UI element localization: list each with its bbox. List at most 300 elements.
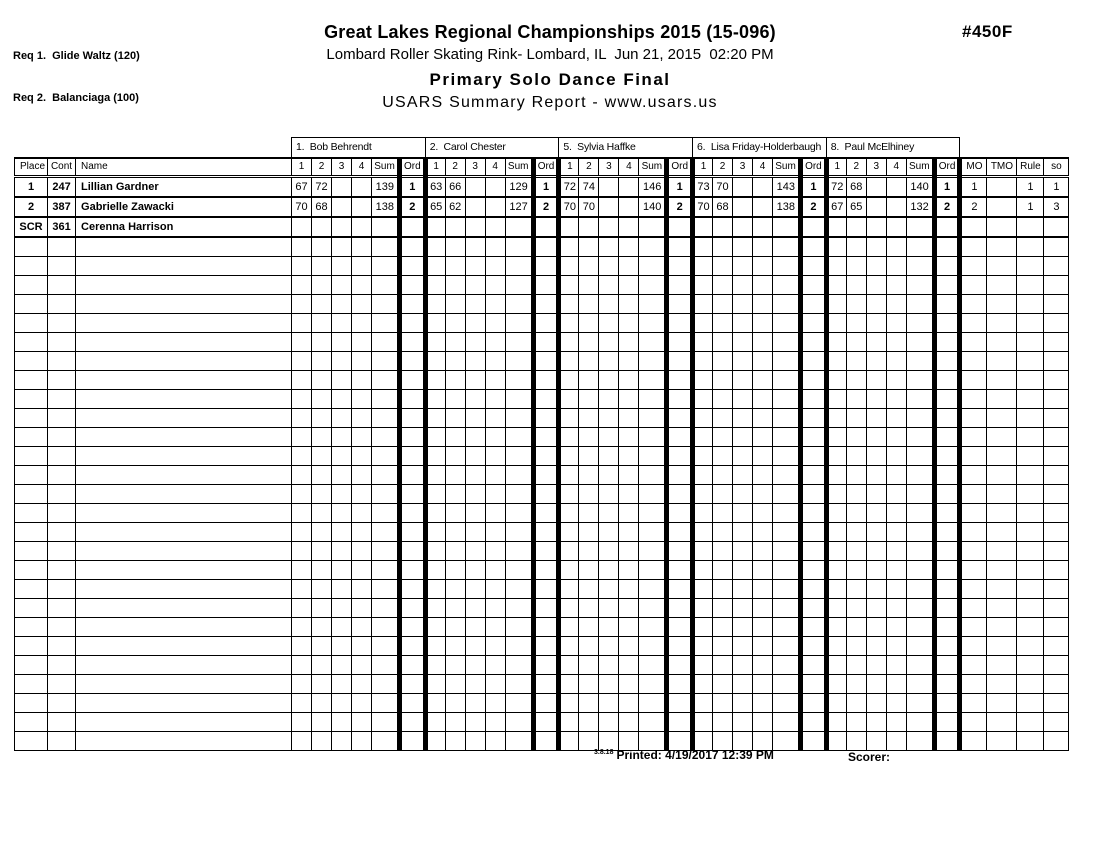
sum-cell bbox=[372, 656, 400, 675]
score-cell bbox=[619, 618, 639, 637]
score-cell bbox=[753, 618, 773, 637]
score-cell bbox=[866, 618, 886, 637]
sum-cell bbox=[639, 618, 667, 637]
place-cell bbox=[15, 276, 48, 295]
score-cell bbox=[559, 371, 579, 390]
score-cell bbox=[352, 561, 372, 580]
requirement-1: Req 1. Glide Waltz (120) bbox=[13, 50, 140, 62]
score-cell bbox=[445, 333, 465, 352]
score-cell bbox=[753, 675, 773, 694]
score-cell bbox=[733, 333, 753, 352]
sum-cell bbox=[639, 447, 667, 466]
score-cell bbox=[599, 177, 619, 198]
judge-subheader: Sum bbox=[372, 158, 400, 177]
judge-subheader: 2 bbox=[846, 158, 866, 177]
empty-row bbox=[15, 694, 1069, 713]
so-cell bbox=[1044, 217, 1069, 237]
score-cell bbox=[599, 371, 619, 390]
score-cell bbox=[693, 295, 713, 314]
score-cell bbox=[866, 599, 886, 618]
sum-cell bbox=[906, 371, 934, 390]
sum-cell bbox=[505, 390, 533, 409]
score-cell bbox=[352, 732, 372, 751]
event-title: Primary Solo Dance Final bbox=[429, 70, 671, 89]
sum-cell bbox=[372, 352, 400, 371]
score-cell bbox=[312, 295, 332, 314]
ord-cell: 1 bbox=[533, 177, 559, 198]
score-cell bbox=[445, 409, 465, 428]
so-cell bbox=[1044, 656, 1069, 675]
cont-cell bbox=[48, 314, 76, 333]
score-cell bbox=[866, 504, 886, 523]
ord-cell bbox=[667, 675, 693, 694]
score-cell: 67 bbox=[826, 197, 846, 217]
mo-cell bbox=[960, 561, 987, 580]
score-cell bbox=[826, 580, 846, 599]
score-cell bbox=[599, 637, 619, 656]
so-cell bbox=[1044, 485, 1069, 504]
tmo-cell bbox=[987, 561, 1017, 580]
cont-cell bbox=[48, 523, 76, 542]
empty-row bbox=[15, 675, 1069, 694]
score-cell bbox=[332, 618, 352, 637]
ord-cell bbox=[400, 694, 426, 713]
ord-cell bbox=[801, 466, 827, 485]
score-cell bbox=[445, 352, 465, 371]
score-cell: 73 bbox=[693, 177, 713, 198]
ord-cell bbox=[400, 485, 426, 504]
score-cell bbox=[425, 637, 445, 656]
score-cell bbox=[312, 580, 332, 599]
name-cell bbox=[76, 732, 292, 751]
score-cell bbox=[599, 580, 619, 599]
score-cell bbox=[753, 656, 773, 675]
score-cell bbox=[352, 637, 372, 656]
score-cell bbox=[866, 197, 886, 217]
score-cell bbox=[425, 466, 445, 485]
score-cell bbox=[753, 504, 773, 523]
tmo-cell bbox=[987, 523, 1017, 542]
score-cell bbox=[485, 314, 505, 333]
score-cell bbox=[425, 333, 445, 352]
score-cell bbox=[425, 314, 445, 333]
tmo-cell bbox=[987, 618, 1017, 637]
place-cell: 2 bbox=[15, 197, 48, 217]
empty-row bbox=[15, 276, 1069, 295]
score-cell bbox=[559, 504, 579, 523]
ord-cell bbox=[667, 390, 693, 409]
score-cell bbox=[352, 409, 372, 428]
score-cell bbox=[826, 713, 846, 732]
score-cell bbox=[445, 713, 465, 732]
score-cell bbox=[312, 314, 332, 333]
score-cell bbox=[619, 237, 639, 257]
sum-cell bbox=[505, 561, 533, 580]
ord-cell bbox=[934, 333, 960, 352]
venue-date-line: Lombard Roller Skating Rink- Lombard, IL Jun 21, 2015 02:20 PM bbox=[326, 46, 774, 63]
score-cell bbox=[332, 314, 352, 333]
score-cell bbox=[445, 466, 465, 485]
score-cell bbox=[332, 542, 352, 561]
so-cell bbox=[1044, 732, 1069, 751]
stat-header: MO bbox=[960, 158, 987, 177]
score-cell bbox=[713, 428, 733, 447]
sum-cell bbox=[372, 713, 400, 732]
ord-cell bbox=[934, 561, 960, 580]
ord-cell bbox=[667, 542, 693, 561]
score-cell bbox=[485, 447, 505, 466]
score-cell bbox=[599, 713, 619, 732]
rule-cell bbox=[1017, 237, 1044, 257]
score-cell bbox=[733, 197, 753, 217]
ord-cell bbox=[667, 371, 693, 390]
score-cell bbox=[559, 694, 579, 713]
place-cell: SCR bbox=[15, 217, 48, 237]
ord-cell bbox=[533, 675, 559, 694]
rule-cell bbox=[1017, 390, 1044, 409]
sum-cell bbox=[773, 542, 801, 561]
results-table bbox=[14, 137, 1069, 751]
score-cell bbox=[559, 618, 579, 637]
score-cell bbox=[485, 618, 505, 637]
name-cell: Cerenna Harrison bbox=[76, 217, 292, 237]
ord-cell bbox=[934, 656, 960, 675]
score-cell bbox=[579, 352, 599, 371]
so-cell bbox=[1044, 276, 1069, 295]
score-cell bbox=[332, 352, 352, 371]
sum-cell bbox=[372, 618, 400, 637]
sum-cell bbox=[773, 694, 801, 713]
sum-cell bbox=[372, 295, 400, 314]
mo-cell bbox=[960, 542, 987, 561]
score-cell bbox=[599, 523, 619, 542]
ord-cell bbox=[801, 217, 827, 237]
score-cell bbox=[846, 561, 866, 580]
empty-row bbox=[15, 237, 1069, 257]
sum-cell bbox=[773, 333, 801, 352]
score-cell bbox=[292, 390, 312, 409]
score-cell bbox=[425, 713, 445, 732]
score-cell bbox=[866, 177, 886, 198]
score-cell bbox=[559, 485, 579, 504]
score-cell bbox=[579, 314, 599, 333]
ord-cell bbox=[667, 333, 693, 352]
score-cell bbox=[445, 504, 465, 523]
score-cell bbox=[485, 257, 505, 276]
cont-cell bbox=[48, 656, 76, 675]
sum-cell bbox=[773, 447, 801, 466]
sum-cell bbox=[372, 675, 400, 694]
name-cell bbox=[76, 409, 292, 428]
judge-subheader: Ord bbox=[533, 158, 559, 177]
sum-cell bbox=[372, 523, 400, 542]
score-cell bbox=[312, 656, 332, 675]
score-cell bbox=[292, 618, 312, 637]
score-cell bbox=[559, 276, 579, 295]
score-cell bbox=[693, 371, 713, 390]
score-cell bbox=[846, 295, 866, 314]
ord-cell: 2 bbox=[667, 197, 693, 217]
score-cell bbox=[292, 656, 312, 675]
sum-cell bbox=[906, 542, 934, 561]
score-cell bbox=[425, 371, 445, 390]
score-cell bbox=[619, 390, 639, 409]
empty-row bbox=[15, 257, 1069, 276]
tmo-cell bbox=[987, 675, 1017, 694]
score-cell bbox=[332, 217, 352, 237]
score-cell bbox=[599, 466, 619, 485]
score-cell bbox=[352, 257, 372, 276]
mo-cell bbox=[960, 732, 987, 751]
score-cell bbox=[332, 713, 352, 732]
mo-cell bbox=[960, 694, 987, 713]
judge-subheader: 3 bbox=[465, 158, 485, 177]
sum-cell bbox=[906, 675, 934, 694]
sum-cell bbox=[773, 257, 801, 276]
score-cell bbox=[579, 561, 599, 580]
score-cell bbox=[292, 599, 312, 618]
score-cell: 70 bbox=[693, 197, 713, 217]
score-cell bbox=[485, 177, 505, 198]
sum-cell bbox=[773, 295, 801, 314]
tmo-cell bbox=[987, 732, 1017, 751]
score-cell bbox=[465, 466, 485, 485]
score-cell bbox=[425, 504, 445, 523]
sum-cell bbox=[773, 618, 801, 637]
sum-cell bbox=[906, 390, 934, 409]
score-cell bbox=[599, 257, 619, 276]
sum-cell bbox=[505, 542, 533, 561]
empty-row bbox=[15, 371, 1069, 390]
score-cell bbox=[465, 352, 485, 371]
cont-cell bbox=[48, 542, 76, 561]
rule-cell bbox=[1017, 371, 1044, 390]
score-cell bbox=[713, 276, 733, 295]
sum-cell bbox=[639, 656, 667, 675]
mo-cell bbox=[960, 217, 987, 237]
stat-header: Rule bbox=[1017, 158, 1044, 177]
score-cell bbox=[846, 314, 866, 333]
score-cell bbox=[693, 447, 713, 466]
sum-cell bbox=[372, 580, 400, 599]
ord-cell bbox=[934, 580, 960, 599]
score-cell bbox=[826, 352, 846, 371]
score-cell: 68 bbox=[846, 177, 866, 198]
ord-cell bbox=[801, 333, 827, 352]
score-cell bbox=[733, 177, 753, 198]
score-cell bbox=[733, 580, 753, 599]
score-cell bbox=[579, 371, 599, 390]
score-cell bbox=[352, 675, 372, 694]
score-cell bbox=[332, 237, 352, 257]
place-cell bbox=[15, 295, 48, 314]
score-cell bbox=[425, 599, 445, 618]
so-cell bbox=[1044, 561, 1069, 580]
ord-cell bbox=[533, 599, 559, 618]
score-cell bbox=[713, 390, 733, 409]
sum-cell bbox=[906, 409, 934, 428]
empty-row bbox=[15, 732, 1069, 751]
score-cell bbox=[599, 618, 619, 637]
score-cell bbox=[619, 637, 639, 656]
ord-cell bbox=[934, 257, 960, 276]
sum-cell bbox=[639, 390, 667, 409]
score-cell bbox=[886, 352, 906, 371]
sum-cell bbox=[372, 428, 400, 447]
score-cell bbox=[619, 333, 639, 352]
sum-cell bbox=[505, 656, 533, 675]
sum-cell bbox=[505, 618, 533, 637]
ord-cell bbox=[667, 618, 693, 637]
score-cell bbox=[465, 257, 485, 276]
cont-cell bbox=[48, 466, 76, 485]
so-cell: 1 bbox=[1044, 177, 1069, 198]
score-cell: 65 bbox=[846, 197, 866, 217]
score-cell bbox=[886, 523, 906, 542]
sum-cell bbox=[906, 428, 934, 447]
judge-name-header: 1. Bob Behrendt bbox=[292, 138, 426, 159]
score-cell bbox=[886, 217, 906, 237]
so-cell bbox=[1044, 390, 1069, 409]
judge-subheader: 1 bbox=[826, 158, 846, 177]
sum-cell bbox=[372, 276, 400, 295]
ord-cell bbox=[801, 542, 827, 561]
empty-row bbox=[15, 333, 1069, 352]
score-cell bbox=[866, 580, 886, 599]
sum-cell bbox=[505, 466, 533, 485]
cont-cell bbox=[48, 352, 76, 371]
judge-name-header: 8. Paul McElhiney bbox=[826, 138, 960, 159]
score-cell: 63 bbox=[425, 177, 445, 198]
score-cell bbox=[312, 466, 332, 485]
tmo-cell bbox=[987, 542, 1017, 561]
ord-cell bbox=[533, 390, 559, 409]
ord-cell bbox=[533, 504, 559, 523]
score-cell bbox=[485, 732, 505, 751]
sum-cell bbox=[505, 428, 533, 447]
judge-subheader: Ord bbox=[934, 158, 960, 177]
score-cell bbox=[599, 314, 619, 333]
ord-cell bbox=[801, 713, 827, 732]
ord-cell bbox=[934, 732, 960, 751]
ord-cell bbox=[934, 276, 960, 295]
ord-cell bbox=[533, 713, 559, 732]
score-cell bbox=[753, 485, 773, 504]
mo-cell bbox=[960, 409, 987, 428]
score-cell bbox=[292, 523, 312, 542]
score-cell bbox=[292, 542, 312, 561]
score-cell bbox=[332, 390, 352, 409]
sum-cell bbox=[372, 466, 400, 485]
mo-cell bbox=[960, 314, 987, 333]
sum-cell bbox=[906, 237, 934, 257]
score-cell bbox=[886, 637, 906, 656]
ord-cell bbox=[667, 580, 693, 599]
score-cell bbox=[826, 276, 846, 295]
ord-cell bbox=[533, 542, 559, 561]
sum-cell bbox=[372, 217, 400, 237]
score-cell bbox=[886, 177, 906, 198]
so-cell: 3 bbox=[1044, 197, 1069, 217]
judge-subheader: Sum bbox=[906, 158, 934, 177]
sum-cell bbox=[906, 352, 934, 371]
score-cell bbox=[826, 428, 846, 447]
score-cell bbox=[445, 276, 465, 295]
ord-cell bbox=[533, 637, 559, 656]
ord-cell bbox=[667, 561, 693, 580]
judge-subheader: 4 bbox=[485, 158, 505, 177]
judge-subheader: 3 bbox=[332, 158, 352, 177]
ord-cell bbox=[400, 295, 426, 314]
score-cell bbox=[826, 390, 846, 409]
rule-cell bbox=[1017, 276, 1044, 295]
score-cell bbox=[332, 447, 352, 466]
sum-cell: 140 bbox=[639, 197, 667, 217]
score-cell bbox=[352, 390, 372, 409]
ord-cell bbox=[400, 428, 426, 447]
mo-cell bbox=[960, 637, 987, 656]
ord-cell bbox=[667, 237, 693, 257]
score-cell: 72 bbox=[312, 177, 332, 198]
name-cell: Gabrielle Zawacki bbox=[76, 197, 292, 217]
sum-cell bbox=[639, 713, 667, 732]
score-cell bbox=[312, 618, 332, 637]
empty-row bbox=[15, 523, 1069, 542]
score-cell bbox=[886, 447, 906, 466]
score-cell bbox=[425, 409, 445, 428]
so-cell bbox=[1044, 371, 1069, 390]
score-cell bbox=[465, 618, 485, 637]
score-cell bbox=[826, 599, 846, 618]
skater-row bbox=[15, 177, 1069, 198]
score-cell bbox=[579, 217, 599, 237]
score-cell bbox=[753, 352, 773, 371]
score-cell bbox=[866, 409, 886, 428]
score-cell bbox=[312, 485, 332, 504]
score-cell bbox=[559, 390, 579, 409]
tmo-cell bbox=[987, 257, 1017, 276]
ord-cell bbox=[934, 504, 960, 523]
name-cell bbox=[76, 542, 292, 561]
score-cell bbox=[559, 295, 579, 314]
sum-cell bbox=[372, 257, 400, 276]
score-cell: 65 bbox=[425, 197, 445, 217]
place-cell bbox=[15, 580, 48, 599]
place-cell bbox=[15, 237, 48, 257]
score-cell bbox=[465, 314, 485, 333]
score-cell bbox=[826, 371, 846, 390]
score-cell bbox=[846, 656, 866, 675]
score-cell bbox=[425, 542, 445, 561]
score-cell bbox=[559, 217, 579, 237]
score-cell bbox=[312, 523, 332, 542]
score-cell bbox=[599, 197, 619, 217]
rule-cell: 1 bbox=[1017, 197, 1044, 217]
judge-subheader: 2 bbox=[445, 158, 465, 177]
score-cell: 70 bbox=[292, 197, 312, 217]
score-cell bbox=[292, 371, 312, 390]
sum-cell bbox=[906, 618, 934, 637]
score-cell bbox=[713, 542, 733, 561]
score-cell bbox=[753, 428, 773, 447]
score-cell bbox=[312, 447, 332, 466]
score-cell bbox=[753, 561, 773, 580]
score-cell bbox=[352, 504, 372, 523]
score-cell bbox=[352, 352, 372, 371]
score-cell bbox=[753, 333, 773, 352]
ord-cell bbox=[400, 257, 426, 276]
score-cell bbox=[292, 504, 312, 523]
